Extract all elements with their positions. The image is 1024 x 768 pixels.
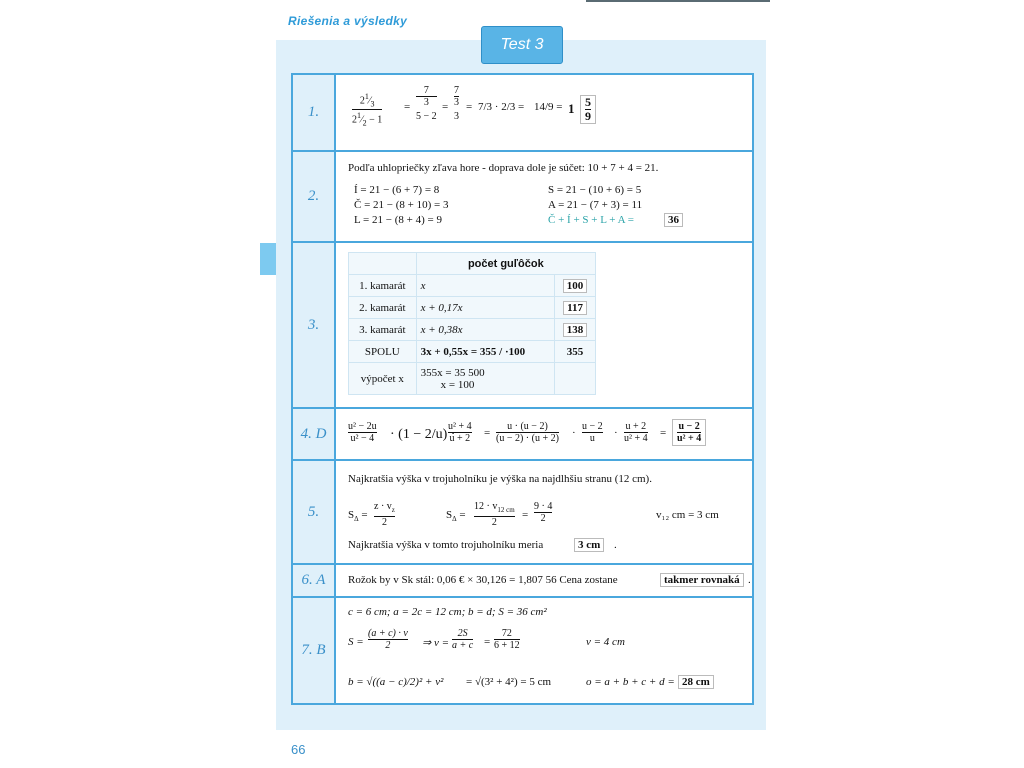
row-content: $2^1⁄_3$ $2^1⁄_2 - 1$ = 7 3 5 − 2 = 7 3 3 = 7/3 · 2/3 = 14/9 = 1 5 9 [338, 75, 752, 150]
perimeter-expr: o = a + b + c + d = [586, 676, 675, 688]
row-content: u² − 2u u² − 4 · (1 − 2/u) · u² + 4 u + 2 = u · (u − 2) (u − 2) · (u + 2) · u − 2 u · u + 2 u² + 4 = u − 2 u² + 4 [338, 409, 752, 459]
table-row: SPOLU 3x + 0,55x = 355 / ·100 355 [349, 341, 596, 363]
row-content: c = 6 cm; a = 2c = 12 cm; b = d; S = 36 cm² S = (a + c) · v 2 ⇒ v = 2S a + c = 72 6 + 12 v = 4 cm b = √((a − c)/2)² + v² = √(3² + 4²) = 5 cm o = a + b + c + d = 28 cm [338, 598, 752, 703]
section-header: Riešenia a výsledky [288, 14, 408, 28]
row-content [338, 243, 752, 407]
fraction: 7 3 5 − 2 [416, 85, 437, 122]
table-row: 3. kamarát x + 0,38x 138 [349, 319, 596, 341]
row-outro: Najkratšia výška v tomto trojuholníku meria [348, 539, 544, 551]
row-number: 6. A [293, 565, 336, 596]
v-result: v = 4 cm [586, 636, 625, 648]
row-intro: Najkratšia výška v trojuholníku je výška na najdlhšiu stranu (12 cm). [348, 473, 652, 485]
sum-line: Č + Í + S + L + A = [548, 214, 634, 226]
row-content: Najkratšia výška v trojuholníku je výška na najdlhšiu stranu (12 cm). $S_\Delta$ = $z \cdot v_z$ 2 $S_\Delta$ = $12 \cdot v_{12 cm}$ 2 = 9 · 4 2 v₁₂ cm = 3 cm Najkratšia výška v tomto trojuholníku meria 3 cm . [348, 473, 719, 551]
answer-box: 28 cm [678, 675, 714, 689]
solution-row-2 [293, 152, 752, 243]
solution-row-5 [293, 461, 752, 565]
answer-box: takmer rovnaká [660, 573, 744, 587]
answer-box: 3 cm [574, 538, 604, 552]
row-text: Rožok by v Sk stál: 0,06 € × 30,126 = 1,807 56 Cena zostane [348, 574, 618, 586]
solutions-table [291, 73, 754, 705]
answer-box: 36 [664, 213, 683, 227]
table-header: počet guľôčok [416, 253, 595, 275]
row-intro: Podľa uhlopriečky zľava hore - doprava dole je súčet: 10 + 7 + 4 = 21. [348, 162, 659, 174]
row-number: 7. B [293, 598, 336, 703]
solution-row-6 [293, 565, 752, 598]
solution-row-3 [293, 243, 752, 409]
solution-row-1 [293, 75, 752, 152]
fraction: $2^1⁄_3$ $2^1⁄_2 - 1$ [352, 92, 383, 128]
row-number: 1. [293, 75, 336, 150]
side-tab-marker [260, 243, 276, 275]
page-number: 66 [291, 742, 306, 757]
row-number: 2. [293, 152, 336, 241]
table-row: 1. kamarát x 100 [349, 275, 596, 297]
answer-box: u − 2 u² + 4 [672, 419, 706, 446]
equation-line: S = 21 − (10 + 6) = 5 [548, 184, 642, 196]
equation-line: Í = 21 − (6 + 7) = 8 [354, 184, 440, 196]
marbles-table [348, 252, 596, 395]
test-label-badge: Test 3 [481, 26, 563, 64]
equation-line: Č = 21 − (8 + 10) = 3 [354, 199, 449, 211]
table-row: 2. kamarát x + 0,17x 117 [349, 297, 596, 319]
equation-line: A = 21 − (7 + 3) = 11 [548, 199, 643, 211]
row-number: 3. [293, 243, 336, 407]
row-content: Rožok by v Sk stál: 0,06 € × 30,126 = 1,807 56 Cena zostane takmer rovnaká . [348, 574, 751, 586]
given-values: c = 6 cm; a = 2c = 12 cm; b = d; S = 36 cm² [348, 606, 547, 618]
table-row: výpočet x 355x = 35 500 x = 100 [349, 363, 596, 395]
answer-whole: 1 [568, 101, 575, 116]
fraction: 7 3 3 [454, 85, 459, 122]
top-rule [586, 0, 770, 2]
equation-line: L = 21 − (8 + 4) = 9 [354, 214, 442, 226]
row-number: 5. [293, 461, 336, 563]
solution-row-7 [293, 598, 752, 703]
side-result: v₁₂ cm = 3 cm [656, 509, 719, 521]
answer-fraction: 5 9 [580, 95, 596, 124]
row-content [338, 152, 752, 241]
row-number: 4. D [293, 409, 336, 459]
solution-row-4 [293, 409, 752, 461]
b-result: = √(3² + 4²) = 5 cm [466, 676, 552, 688]
